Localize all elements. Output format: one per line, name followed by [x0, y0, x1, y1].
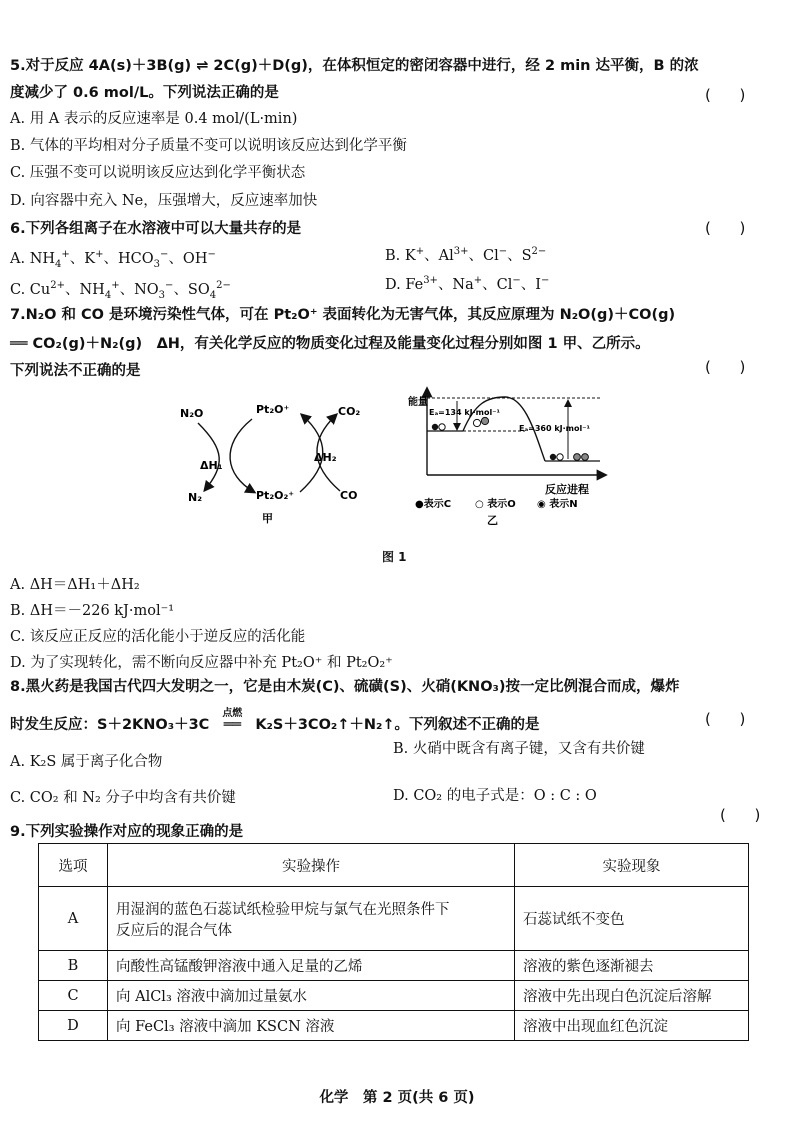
- table-header-row: [39, 844, 749, 887]
- row-c-phenomenon: 溶液中先出现白色沉淀后溶解: [515, 981, 749, 1011]
- q5-option-c: C. 压强不变可以说明该反应达到化学平衡状态: [10, 165, 306, 181]
- q5-answer-bracket: ( ): [705, 86, 746, 104]
- table-row: [39, 981, 749, 1011]
- q6-option-d: D. $Fe^{3+}$、Na+、Cl−、I−: [385, 275, 550, 293]
- arrow-n2o-to-n2: [198, 423, 219, 490]
- table-row: [39, 887, 749, 951]
- label-pt2o: Pt₂O⁺: [256, 403, 290, 416]
- row-d-phenomenon: 溶液中出现血红色沉淀: [515, 1011, 749, 1041]
- row-d-operation: 向 FeCl₃ 溶液中滴加 KSCN 溶液: [108, 1011, 515, 1041]
- row-a-option: A: [39, 887, 108, 951]
- q8-stem-line1: [10, 677, 680, 697]
- row-a-operation-line1: 用湿润的蓝色石蕊试纸检验甲烷与氯气在光照条件下: [116, 901, 450, 918]
- arrow-pt2o-to-pt2o2: [230, 419, 254, 492]
- q6-option-b: B. K+、$Al^{3+}$、Cl−、$S^{2-}$: [385, 246, 547, 264]
- q6-stem-text: 下列各组离子在水溶液中可以大量共存的是: [25, 221, 302, 237]
- label-pt2o2: Pt₂O₂⁺: [256, 489, 295, 502]
- row-a-operation-line2: 反应后的混合气体: [116, 922, 232, 939]
- header-operation: 实验操作: [108, 844, 515, 887]
- q9-stem: [10, 822, 243, 842]
- ea1-label: Eₐ=134 kJ·mol⁻¹: [429, 408, 500, 417]
- header-option: 选项: [39, 844, 108, 887]
- q8-answer-bracket: ( ): [705, 710, 746, 728]
- q6-number: 6.: [10, 221, 26, 237]
- row-b-operation: 向酸性高锰酸钾溶液中通入足量的乙烯: [108, 951, 515, 981]
- q8-equation-left: 时发生反应：S＋2KNO₃＋3C: [10, 717, 210, 733]
- legend-c: ●表示C: [415, 499, 452, 510]
- q9-answer-bracket: ( ): [720, 806, 761, 824]
- row-a-operation: [108, 887, 515, 951]
- x-label: 反应进程: [545, 483, 589, 496]
- label-n2o: N₂O: [180, 407, 204, 420]
- row-a-phenomenon: 石蕊试纸不变色: [515, 887, 749, 951]
- figure-caption: 图 1: [382, 550, 407, 564]
- q5-stem-text1: 对于反应 4A(s)＋3B(g) ⇌ 2C(g)＋D(g)，在体积恒定的密闭容器中进行，经 2 min 达平衡，B 的浓: [25, 58, 699, 74]
- row-b-phenomenon: 溶液的紫色逐渐褪去: [515, 951, 749, 981]
- legend-n: ◉ 表示N: [537, 499, 578, 510]
- q8-option-d: D. CO₂ 的电子式是：O : C : O: [393, 788, 597, 804]
- experiment-table: [38, 843, 749, 1041]
- table-row: [39, 1011, 749, 1041]
- header-phenomenon: 实验现象: [515, 844, 749, 887]
- q6-answer-bracket: ( ): [705, 219, 746, 237]
- q7-option-c: C. 该反应正反应的活化能小于逆反应的活化能: [10, 629, 306, 645]
- q7-stem-line1: [10, 305, 675, 325]
- product-n2: [582, 454, 589, 461]
- molecule-o: [439, 424, 445, 430]
- label-n2: N₂: [188, 491, 203, 504]
- q5-option-d: D. 向容器中充入 Ne，压强增大，反应速率加快: [10, 193, 318, 209]
- label-co: CO: [340, 489, 358, 502]
- molecule-n: [481, 417, 488, 424]
- q8-condition-arrow: 点燃 ══: [209, 715, 255, 735]
- label-dh1: ΔH₁: [200, 459, 223, 472]
- page-footer: 化学 第 2 页(共 6 页): [319, 1090, 475, 1106]
- q8-stem-text1: 黑火药是我国古代四大发明之一，它是由木炭(C)、硫磺(S)、火硝(KNO₃)按一定比例混合而成，爆炸: [25, 679, 680, 695]
- q5-stem-line2: 度减少了 0.6 mol/L。下列说法正确的是: [10, 85, 279, 101]
- q9-stem-text: 下列实验操作对应的现象正确的是: [25, 824, 244, 840]
- table-row: [39, 951, 749, 981]
- cycle-diagram: [170, 395, 380, 530]
- q7-stem-line2: ══ CO₂(g)＋N₂(g) ΔH，有关化学反应的物质变化过程及能量变化过程分别如图 1 甲、乙所示。: [10, 336, 650, 352]
- q7-answer-bracket: ( ): [705, 358, 746, 376]
- row-c-option: C: [39, 981, 108, 1011]
- q7-number: 7.: [10, 307, 26, 323]
- ea2-label: Eₐ=360 kJ·mol⁻¹: [519, 424, 590, 433]
- q5-number: 5.: [10, 58, 26, 74]
- row-d-option: D: [39, 1011, 108, 1041]
- caption-yi: 乙: [487, 514, 498, 527]
- q7-stem-text1: N₂O 和 CO 是环境污染性气体，可在 Pt₂O⁺ 表面转化为无害气体，其反应原理为 N₂O(g)＋CO(g): [25, 307, 676, 323]
- q6-option-a: A. $NH_4^+$、K+、$HCO_3^-$、OH−: [10, 249, 216, 270]
- q7-option-b: B. ΔH＝－226 kJ·mol⁻¹: [10, 603, 175, 619]
- q8-stem-line2: [10, 708, 540, 735]
- label-dh2: ΔH₂: [314, 451, 337, 464]
- product-c: [550, 454, 556, 460]
- row-b-option: B: [39, 951, 108, 981]
- label-co2: CO₂: [338, 405, 361, 418]
- q6-stem: [10, 219, 301, 239]
- q8-number: 8.: [10, 679, 26, 695]
- q7-stem-line3: 下列说法不正确的是: [10, 363, 141, 379]
- q6-option-c: C. $Cu^{2+}$、$NH_4^+$、$NO_3^-$、$SO_4^{2-}$: [10, 280, 231, 301]
- legend-o: ○ 表示O: [475, 499, 516, 510]
- q9-number: 9.: [10, 824, 26, 840]
- molecule-c: [432, 424, 438, 430]
- energy-diagram: [405, 383, 615, 533]
- q8-option-c: C. CO₂ 和 N₂ 分子中均含有共价键: [10, 790, 236, 806]
- q7-option-d: D. 为了实现转化，需不断向反应器中补充 Pt₂O⁺ 和 Pt₂O₂⁺: [10, 655, 393, 671]
- q5-option-b: B. 气体的平均相对分子质量不变可以说明该反应达到化学平衡: [10, 138, 407, 154]
- product-o: [557, 454, 563, 460]
- row-c-operation: 向 AlCl₃ 溶液中滴加过量氨水: [108, 981, 515, 1011]
- q8-option-b: B. 火硝中既含有离子键，又含有共价键: [393, 741, 645, 757]
- q5-stem-line1: [10, 56, 699, 76]
- q8-equation-right: K₂S＋3CO₂↑＋N₂↑。下列叙述不正确的是: [255, 717, 540, 733]
- q8-condition: 点燃: [222, 708, 243, 719]
- q8-option-a: A. K₂S 属于离子化合物: [10, 754, 163, 770]
- q7-option-a: A. ΔH＝ΔH₁＋ΔH₂: [10, 577, 140, 593]
- y-label: 能量: [408, 397, 428, 408]
- molecule-n2o: [473, 419, 480, 426]
- q5-option-a: A. 用 A 表示的反应速率是 0.4 mol/(L·min): [10, 111, 298, 127]
- product-n1: [574, 454, 581, 461]
- caption-jia: 甲: [262, 512, 273, 525]
